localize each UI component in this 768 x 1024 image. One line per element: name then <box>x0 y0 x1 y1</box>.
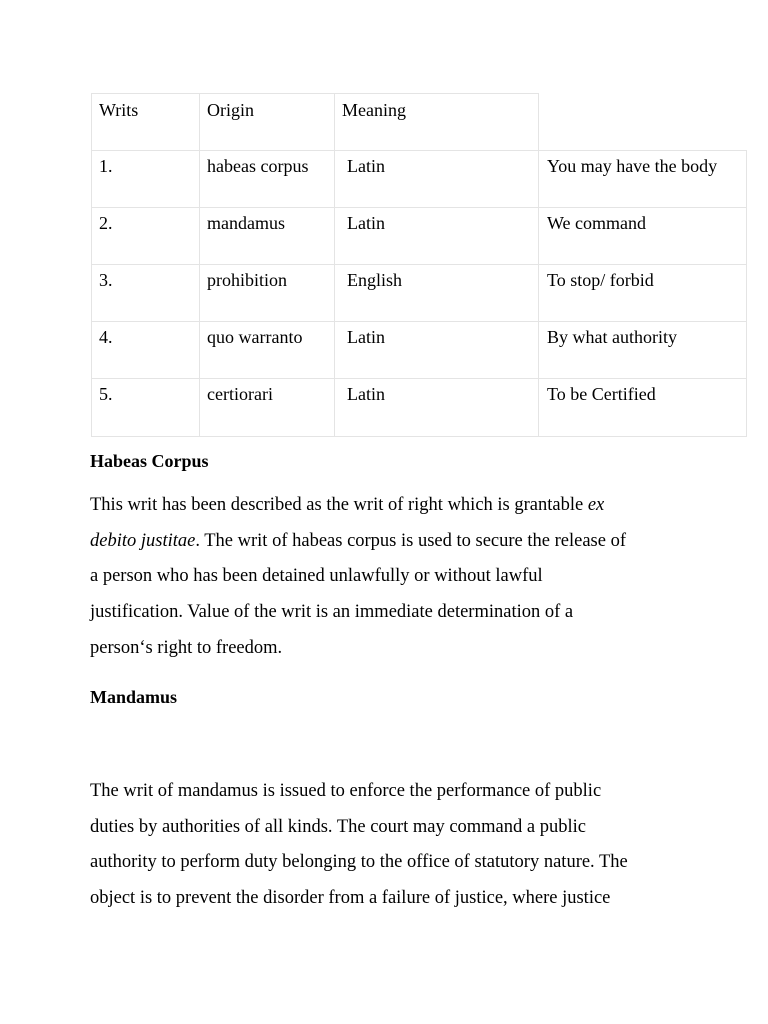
mandamus-heading: Mandamus <box>90 687 178 707</box>
table-cell-writ: mandamus <box>199 207 335 265</box>
table-cell-meaning: We command <box>538 207 747 265</box>
table-cell-origin: English <box>334 264 539 322</box>
table-cell-writ: habeas corpus <box>199 150 335 208</box>
paragraph-line: person‘s right to freedom. <box>90 637 283 658</box>
paragraph-line: duties by authorities of all kinds. The court may command a public <box>90 816 586 837</box>
mandamus-paragraph <box>90 774 690 917</box>
table-cell-writ: quo warranto <box>199 321 335 379</box>
paragraph-line: a person who has been detained unlawfully or without lawful <box>90 566 543 587</box>
table-header-meaning: Meaning <box>334 93 539 151</box>
table-cell-number: 5. <box>91 378 200 437</box>
table-header-origin: Origin <box>199 93 335 151</box>
table-header-writs: Writs <box>91 93 200 151</box>
paragraph-line: justification. Value of the writ is an immediate determination of a <box>90 602 574 623</box>
paragraph-line: debito justitae. The writ of habeas corpus is used to secure the release of <box>90 530 627 551</box>
table-cell-number: 3. <box>91 264 200 322</box>
table-cell-writ: prohibition <box>199 264 335 322</box>
table-cell-origin: Latin <box>334 207 539 265</box>
paragraph-line: This writ has been described as the writ of right which is grantable ex <box>90 495 605 515</box>
habeas-corpus-heading: Habeas Corpus <box>90 451 209 471</box>
habeas-corpus-paragraph <box>90 488 690 667</box>
table-cell-origin: Latin <box>334 378 539 437</box>
paragraph-line: object is to prevent the disorder from a failure of justice, where justice <box>90 888 611 909</box>
table-cell-number: 1. <box>91 150 200 208</box>
table-cell-writ: certiorari <box>199 378 335 437</box>
table-cell-meaning: You may have the body <box>538 150 747 208</box>
table-cell-meaning: To be Certified <box>538 378 747 437</box>
table-cell-meaning: To stop/ forbid <box>538 264 747 322</box>
table-cell-origin: Latin <box>334 321 539 379</box>
table-cell-number: 2. <box>91 207 200 265</box>
table-cell-meaning: By what authority <box>538 321 747 379</box>
paragraph-line: The writ of mandamus is issued to enforce the performance of public <box>90 781 602 801</box>
table-cell-number: 4. <box>91 321 200 379</box>
table-cell-origin: Latin <box>334 150 539 208</box>
paragraph-line: authority to perform duty belonging to the office of statutory nature. The <box>90 852 628 873</box>
